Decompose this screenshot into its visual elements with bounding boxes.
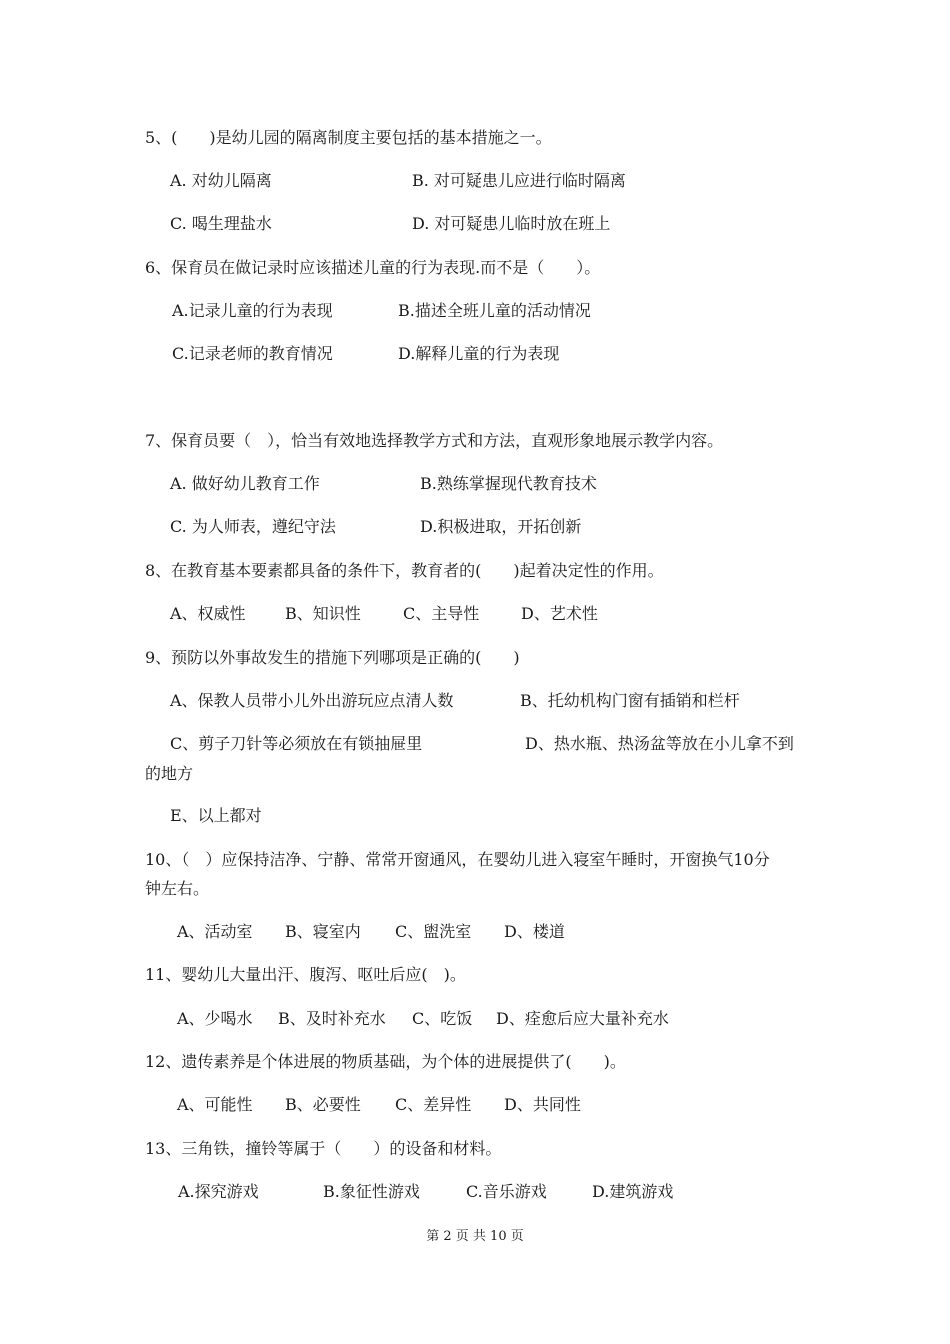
q6-option-c: C.记录老师的教育情况	[172, 344, 333, 363]
q10-stem-line2: 钟左右。	[145, 879, 210, 898]
q8-option-b: B、知识性	[285, 604, 361, 623]
q9-option-d-line2: 的地方	[145, 764, 194, 783]
q6-option-b: B.描述全班儿童的活动情况	[398, 301, 591, 320]
q7-option-d: D.积极进取，开拓创新	[420, 517, 582, 536]
q9-option-b: B、托幼机构门窗有插销和栏杆	[520, 691, 740, 710]
q11-option-c: C、吃饭	[412, 1009, 473, 1028]
q11-stem: 11、婴幼儿大量出汗、腹泻、呕吐后应( )。	[145, 965, 466, 984]
q10-option-b: B、寝室内	[285, 922, 361, 941]
q8-option-a: A、权威性	[170, 604, 246, 623]
q9-option-e: E、以上都对	[170, 806, 262, 825]
q10-stem-line1: 10、（ ）应保持洁净、宁静、常常开窗通风，在婴幼儿进入寝室午睡时，开窗换气10分	[145, 850, 770, 869]
q11-option-a: A、少喝水	[177, 1009, 253, 1028]
q9-option-a: A、保教人员带小儿外出游玩应点清人数	[170, 691, 454, 710]
q13-option-d: D.建筑游戏	[592, 1182, 674, 1201]
q13-stem: 13、三角铁，撞铃等属于（ ）的设备和材料。	[145, 1139, 502, 1158]
q8-option-d: D、艺术性	[521, 604, 598, 623]
q7-stem: 7、保育员要（ ），恰当有效地选择教学方式和方法，直观形象地展示教学内容。	[145, 431, 724, 450]
q12-option-c: C、差异性	[395, 1095, 472, 1114]
q10-option-a: A、活动室	[177, 922, 253, 941]
q9-stem: 9、预防以外事故发生的措施下列哪项是正确的( )	[145, 648, 520, 667]
q5-option-c: C. 喝生理盐水	[170, 214, 272, 233]
q10-option-d: D、楼道	[504, 922, 565, 941]
q5-option-a: A. 对幼儿隔离	[170, 171, 272, 190]
q9-option-c: C、剪子刀针等必须放在有锁抽屉里	[170, 734, 423, 753]
q11-option-b: B、及时补充水	[278, 1009, 386, 1028]
q7-option-c: C. 为人师表，遵纪守法	[170, 517, 336, 536]
q13-option-c: C.音乐游戏	[466, 1182, 547, 1201]
q6-stem: 6、保育员在做记录时应该描述儿童的行为表现.而不是（ ）。	[145, 258, 601, 277]
q6-option-d: D.解释儿童的行为表现	[398, 344, 560, 363]
q8-stem: 8、在教育基本要素都具备的条件下，教育者的( )起着决定性的作用。	[145, 561, 664, 580]
q12-option-b: B、必要性	[285, 1095, 361, 1114]
q10-option-c: C、盥洗室	[395, 922, 472, 941]
q12-option-d: D、共同性	[504, 1095, 581, 1114]
q9-option-d-line1: D、热水瓶、热汤盆等放在小儿拿不到	[525, 734, 794, 753]
q6-option-a: A.记录儿童的行为表现	[172, 301, 333, 320]
q5-option-b: B. 对可疑患儿应进行临时隔离	[412, 171, 626, 190]
q5-stem: 5、( )是幼儿园的隔离制度主要包括的基本措施之一。	[145, 128, 552, 147]
q11-option-d: D、痊愈后应大量补充水	[496, 1009, 669, 1028]
q7-option-a: A. 做好幼儿教育工作	[170, 474, 320, 493]
q8-option-c: C、主导性	[403, 604, 480, 623]
q7-option-b: B.熟练掌握现代教育技术	[420, 474, 597, 493]
q12-option-a: A、可能性	[177, 1095, 253, 1114]
q5-option-d: D. 对可疑患儿临时放在班上	[412, 214, 611, 233]
q13-option-a: A.探究游戏	[178, 1182, 259, 1201]
page-number-footer: 第 2 页 共 10 页	[426, 1229, 524, 1244]
q13-option-b: B.象征性游戏	[323, 1182, 420, 1201]
q12-stem: 12、遗传素养是个体进展的物质基础，为个体的进展提供了( )。	[145, 1052, 626, 1071]
